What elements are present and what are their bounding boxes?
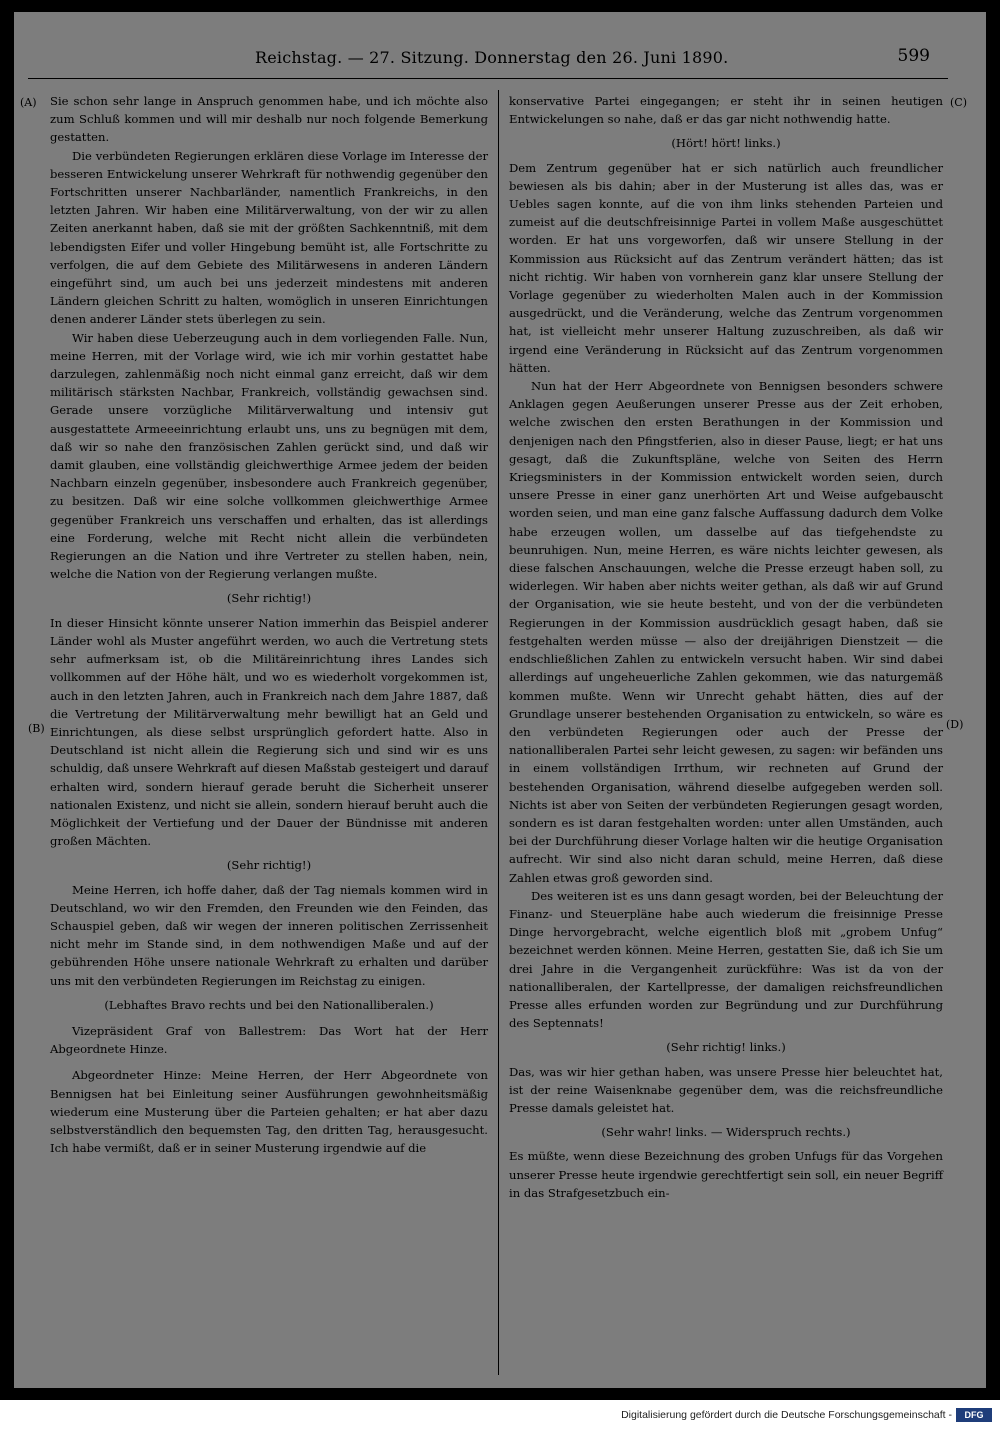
left-column — [50, 92, 488, 1157]
paragraph: Die verbündeten Regierungen erklären diese Vorlage im Interesse der besseren Entwickelung unserer Wehrkraft für nothwendig gegenüber den Fortschritten unserer Nachbarländer, namentlich Frankreichs, in den letzten Jahren. Wir haben eine Militärverwaltung, von der wir zu allen Zeiten anerkannt haben, daß sie mit der größten Sachkenntniß, mit dem lebendigsten Eifer und voller Hingebung bemüht ist, alle Fortschritte zu verfolgen, die auf dem Gebiete des Militärwesens in anderen Ländern eingeführt sind, um auch bei uns jederzeit mindestens mit anderen Ländern gleichen Schritt zu halten, womöglich in unseren Einrichtungen denen anderer Länder stets überlegen zu sein. — [50, 148, 488, 327]
margin-marker-a: (A) — [20, 96, 37, 109]
column-divider — [498, 90, 499, 1375]
paragraph: Des weiteren ist es uns dann gesagt worden, bei der Beleuchtung der Finanz- und Steuerpläne habe auch wiederum die freisinnige Presse Dinge hervorgebracht, welche eigentlich bloß mit „grobem Unfug“ bezeichnet werden können. Meine Herren, gestatten Sie, daß ich Sie um drei Jahre in die Vergangenheit zurückführe: Was ist da von der nationalliberalen, der Kartellpresse, der damaligen reichsfreundlichen Presse alles erfunden worden zur Begründung und zur Durchführung des Septennats! — [509, 888, 943, 1031]
header-rule — [28, 78, 948, 79]
header-title: Reichstag. — 27. Sitzung. Donnerstag den 26. Juni 1890. — [255, 48, 729, 67]
paragraph: In dieser Hinsicht könnte unserer Nation immerhin das Beispiel anderer Länder wohl als Muster angeführt werden, wo auch die Vertretung stets sehr aufmerksam ist, ob die Militäreinrichtung ihres Landes sich vollkommen auf der Höhe hält, und wo es wiederholt vorgekommen ist, auch in den letzten Jahren, auch in Frankreich nach dem Jahre 1887, daß die Vertretung der Militärverwaltung mehr bewilligt hat an Geld und Einrichtungen, als diese selbst ursprünglich gefordert hatte. Also in Deutschland ist nicht allein die Regierung sich und sind wir es uns schuldig, daß unsere Wehrkraft auf diesen Maßstab gesteigert und darauf erhalten wird, sondern hierauf gerade beruht die Sicherheit unserer nationalen Existenz, und nicht sie allein, sondern hierauf beruht auch die Möglichkeit der Vertiefung und der Dauer der Bündnisse mit anderen großen Mächten. — [50, 615, 488, 849]
scan-border-right — [986, 0, 1000, 1400]
paragraph: Vizepräsident Graf von Ballestrem: Das Wort hat der Herr Abgeordnete Hinze. — [50, 1023, 488, 1057]
paragraph: Meine Herren, ich hoffe daher, daß der Tag niemals kommen wird in Deutschland, wo wir den Fremden, den Freunden wie den Feinden, das Schauspiel geben, daß wir wegen der inneren politischen Zerrissenheit nicht mehr im Stande sind, in dem nothwendigen Maße und auf der gebührenden Höhe unsere nationale Wehrkraft zu erhalten und darüber uns mit den verbündeten Regierungen im Reichstag zu einigen. — [50, 882, 488, 988]
paragraph: Sie schon sehr lange in Anspruch genommen habe, und ich möchte also zum Schluß kommen und will mir deshalb nur noch folgende Bemerkung gestatten. — [50, 94, 488, 145]
scan-border-bottom — [0, 1388, 1000, 1400]
paragraph: Dem Zentrum gegenüber hat er sich natürlich auch freundlicher bewiesen als bis dahin; aber in der Musterung ist alles das, was er Uebles sagen konnte, auf die von ihm links stehenden Parteien und zumeist auf die deutschfreisinnige Partei in vollem Maße ausgeschüttet worden. Er hat uns vorgeworfen, daß wir unsere Stellung in der Kommission aus Rücksicht auf das Zentrum verändert hätten; das ist nicht richtig. Wir haben von vornherein ganz klar unsere Stellung der Vorlage gegenüber zu wiederholten Malen auch in der Kommission ausgedrückt, und die Veränderung, welche das Zentrum vorgenommen hat, ist vielleicht mehr unserer Haltung zuzuschreiben, als daß wir irgend eine Veränderung in Rücksicht auf das Zentrum vorgenommen hätten. — [509, 160, 943, 375]
paragraph: Nun hat der Herr Abgeordnete von Bennigsen besonders schwere Anklagen gegen Aeußerungen unserer Presse aus der Zeit erhoben, welche zwischen den ersten Berathungen in der Kommission und denjenigen nach den Pfingstferien, also in dieser Pause, liegt; er hat uns gesagt, daß die Zukunftspläne, welche von Seiten des Herrn Kriegsministers in der Kommission entwickelt worden seien, durch unsere Presse in einer ganz unerhörten Art und Weise aufgebauscht worden seien, und man eine ganz falsche Auffassung dadurch dem Volke habe erzeugen wollen, um dasselbe auf das tiefgehendste zu beunruhigen. Nun, meine Herren, es wäre nichts leichter gewesen, als diese falschen Anschauungen, welche die Presse erzeugt haben soll, zu widerlegen. Wir haben aber nichts weiter gethan, als daß wir auf Grund der Organisation, wie sie heute besteht, und von der die verbündeten Regierungen in der Kommission ausdrücklich gesagt haben, daß sie festgehalten werden müsse — also der dreijährigen Dienstzeit — die endschließlichen Zahlen zu entwickeln versucht haben. Wir sind dabei allerdings auf ungeheuerliche Zahlen gekommen, wie das naturgemäß kommen mußte. Wenn wir Unrecht gehabt hätten, dies auf der Grundlage unserer bestehenden Organisation zu entwickeln, so wäre es den verbündeten Regierungen oder auch der Presse der nationalliberalen Partei sehr leicht gewesen, zu sagen: wir befänden uns in einem vollständigen Irrthum, wir rechneten auf Grund der bestehenden Organisation, während dieselbe aufgegeben werden soll. Nichts ist aber von Seiten der verbündeten Regierungen gesagt worden, sondern es ist daran festgehalten worden: unter allen Umständen, auch bei der Durchführung dieser Vorlage halten wir die heutige Organisation aufrecht. Wir sind also nicht daran schuld, meine Herren, daß diese Zahlen etwas groß geworden sind. — [509, 379, 943, 885]
interjection: (Sehr richtig!) — [226, 591, 312, 606]
margin-marker-b: (B) — [28, 722, 45, 735]
paragraph: Abgeordneter Hinze: Meine Herren, der Herr Abgeordnete von Bennigsen hat bei Einleitung seiner Ausführungen gewohnheitsmäßig wiederum eine Musterung über die Parteien gehalten; er hat aber dazu selbstverständlich den bequemsten Tag, den dritten Tag, herausgesucht. Ich habe vermißt, daß er in seiner Musterung irgendwie auf die — [50, 1068, 488, 1156]
scan-border-top — [0, 0, 1000, 12]
scan-border-left — [0, 0, 14, 1400]
interjection: (Sehr richtig! links.) — [666, 1040, 786, 1055]
page-number: 599 — [897, 46, 930, 66]
footer — [0, 1400, 1000, 1432]
paragraph: konservative Partei eingegangen; er steht ihr in seinen heutigen Entwickelungen so nahe, daß er das gar nicht nothwendig hatte. — [509, 94, 943, 127]
interjection: (Lebhaftes Bravo rechts und bei den Nationalliberalen.) — [104, 997, 434, 1012]
margin-marker-c: (C) — [950, 96, 967, 109]
running-header — [0, 44, 1000, 74]
dfg-logo: DFG — [956, 1408, 992, 1422]
margin-marker-d: (D) — [946, 718, 964, 731]
interjection: (Hört! hört! links.) — [671, 136, 781, 151]
footer-credit: Digitalisierung gefördert durch die Deutsche Forschungsgemeinschaft - — [621, 1409, 952, 1421]
interjection: (Sehr richtig!) — [226, 858, 312, 873]
interjection: (Sehr wahr! links. — Widerspruch rechts.) — [601, 1125, 851, 1140]
paragraph: Wir haben diese Ueberzeugung auch in dem vorliegenden Falle. Nun, meine Herren, mit der Vorlage wird, wie ich mir vorhin gestattet habe darzulegen, zahlenmäßig noch nicht einmal ganz erreicht, daß wir dem militärisch stärksten Nachbar, Frankreich, vollständig gewachsen sind. Gerade unsere vorzügliche Militärverwaltung und intensiv gut ausgestattete Armeeeinrichtung erlaubt uns, uns zu begnügen mit dem, daß wir so nahe den französischen Zahlen gerückt sind, und daß wir damit glauben, eine vollständig gleichwerthige Armee jedem der beiden Nachbarn einzeln gegenüber, insbesondere auch Frankreich gegenüber, zu besitzen. Daß wir eine solche vollkommen gleichwerthige Armee gegenüber Frankreich uns verschaffen und erhalten, das ist allerdings eine Forderung, welche mit Recht nicht allein die verbündeten Regierungen an die Nation und ihre Vertreter zu stellen haben, nein, welche die Nation von der Regierung verlangen mußte. — [50, 330, 488, 582]
paragraph: Das, was wir hier gethan haben, was unsere Presse hier beleuchtet hat, ist der reine Waisenknabe gegenüber dem, was die reichsfreundliche Presse damals geleistet hat. — [509, 1064, 943, 1115]
paragraph: Es müßte, wenn diese Bezeichnung des groben Unfugs für das Vorgehen unserer Presse heute irgendwie gerechtfertigt sein soll, ein neuer Begriff in das Strafgesetzbuch ein- — [509, 1149, 943, 1200]
right-column — [509, 92, 943, 1202]
